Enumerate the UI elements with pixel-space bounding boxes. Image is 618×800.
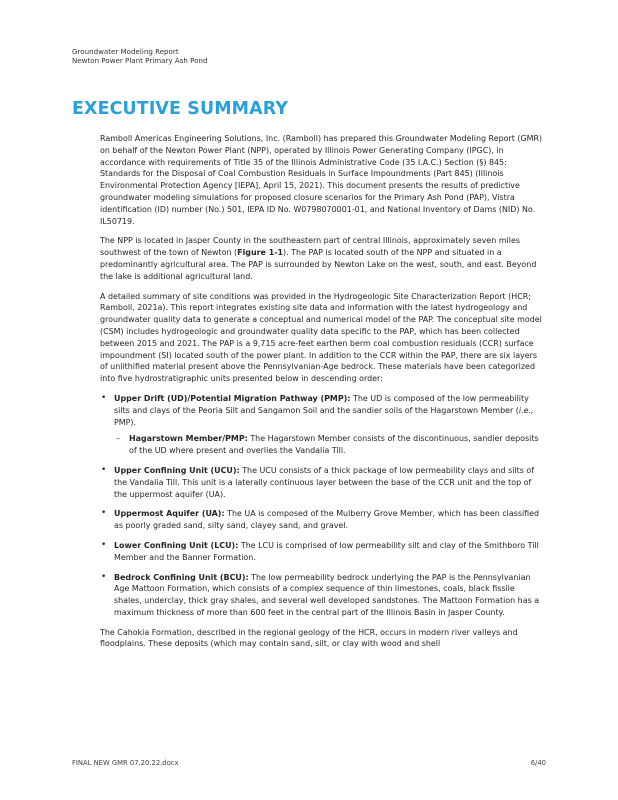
header-report-title: Groundwater Modeling Report xyxy=(72,47,179,56)
running-header xyxy=(72,47,208,65)
unit-term: Hagarstown Member/PMP: xyxy=(129,434,248,444)
paragraph-intro: Ramboll Americas Engineering Solutions, Inc. (Ramboll) has prepared this Groundwater Modeling Report (GMR) on behalf of the Newton Power Plant (NPP), operated by Illinois Power Generating Company (IPGC), in accordance with requirements of Title 35 of the Illinois Administrative Code (35 I.A.C.) Section (§) 845: Standards for the Disposal of Coal Combustion Residuals in Surface Impoundments (Part 845) (Illinois Environmental Protection Agency [IEPA], April 15, 2021). This document presents the results of predictive groundwater modeling simulations for proposed closure scenarios for the Primary Ash Pond (PAP), Vistra identification (ID) number (No.) 501, IEPA ID No. W0798070001-01, and National Inventory of Dams (NID) No. IL50719. xyxy=(100,134,543,226)
unit-description: The UCU consists of a thick package of low permeability clays and silts of the Vandalia Till. This unit is a laterally continuous layer between the base of the CCR unit and the top of the uppermost aquifer (UA). xyxy=(114,465,535,499)
sub-list xyxy=(114,433,545,457)
location-text-start: The NPP is located in Jasper County in the southeastern part of central Illinois, approximately seven miles southwest of the town of Newton ( xyxy=(100,236,520,258)
figure-reference: Figure 1-1 xyxy=(237,248,284,258)
unit-description-end: PMP). xyxy=(114,417,137,427)
unit-description: The low permeability bedrock underlying the PAP is the Pennsylvanian Age Mattoon Formation, which consists of a complex sequence of thin limestones, coals, black fissile shales, underclay, thick gray shales, and several well developed sandstones. The Mattoon Formation has a maximum thickness of more than 600 feet in the central part of the Illinois Basin in Jasper County. xyxy=(114,572,540,617)
unit-description: The Hagarstown Member consists of the discontinuous, sandier deposits of the UD where present and overlies the Vandalia Till. xyxy=(129,434,539,456)
unit-description: The UA is composed of the Mulberry Grove Member, which has been classified as poorly graded sand, silty sand, clayey sand, and gravel. xyxy=(114,509,540,531)
list-item-hagarstown xyxy=(114,433,545,457)
list-item-upper-drift xyxy=(100,393,545,457)
list-item-ucu xyxy=(100,465,545,500)
unit-term: Bedrock Confining Unit (BCU): xyxy=(114,572,249,582)
hydrostratigraphic-unit-list xyxy=(100,393,545,619)
paragraph-cahokia: The Cahokia Formation, described in the regional geology of the HCR, occurs in modern river valleys and floodplains. These deposits (which may contain sand, silt, or clay with wood and shell xyxy=(100,627,518,649)
location-text-end: ). The PAP is located south of the NPP and situated in a predominantly agricultural area. The PAP is surrounded by Newton Lake on the west, south, and east. Beyond the lake is additional agricultural land. xyxy=(100,248,537,281)
footer-page-number: 6/40 xyxy=(530,759,546,767)
unit-description: The UD is composed of the low permeability silts and clays of the Peoria Silt and Sangamon Soil and the sandier soils of the Hagarstown Member ( xyxy=(114,393,529,415)
page-title: EXECUTIVE SUMMARY xyxy=(72,99,289,119)
paragraph-site-conditions: A detailed summary of site conditions was provided in the Hydrogeologic Site Characterization Report (HCR; Ramboll, 2021a). This report integrates existing site data and information with the latest hydrogeology and groundwater quality data to generate a conceptual and numerical model of the PAP. The conceptual site model (CSM) includes hydrogeologic and groundwater quality data specific to the PAP, which has been collected between 2015 and 2021. The PAP is a 9,715 acre-feet earthen berm coal combustion residuals (CCR) surface impoundment (SI) located south of the power plant. In addition to the CCR within the PAP, there are six layers of unlithified material present above the Pennsylvanian-Age bedrock. These materials have been categorized into five hydrostratigraphic units presented below in descending order: xyxy=(100,291,542,384)
unit-term: Lower Confining Unit (LCU): xyxy=(114,540,239,550)
header-site-name: Newton Power Plant Primary Ash Pond xyxy=(72,56,208,65)
unit-description: The LCU is comprised of low permeability silt and clay of the Smithboro Till Member and the Banner Formation. xyxy=(114,540,539,562)
list-item-bcu xyxy=(100,572,545,619)
list-item-ua xyxy=(100,508,545,532)
ie-abbreviation: i.e., xyxy=(518,405,534,415)
unit-term: Upper Drift (UD)/Potential Migration Pathway (PMP): xyxy=(114,393,351,403)
unit-term: Upper Confining Unit (UCU): xyxy=(114,465,240,475)
footer-filename: FINAL NEW GMR 07.20.22.docx xyxy=(72,759,179,767)
paragraph-location xyxy=(100,235,545,282)
unit-term: Uppermost Aquifer (UA): xyxy=(114,509,225,519)
document-body xyxy=(100,133,545,658)
list-item-lcu xyxy=(100,540,545,564)
